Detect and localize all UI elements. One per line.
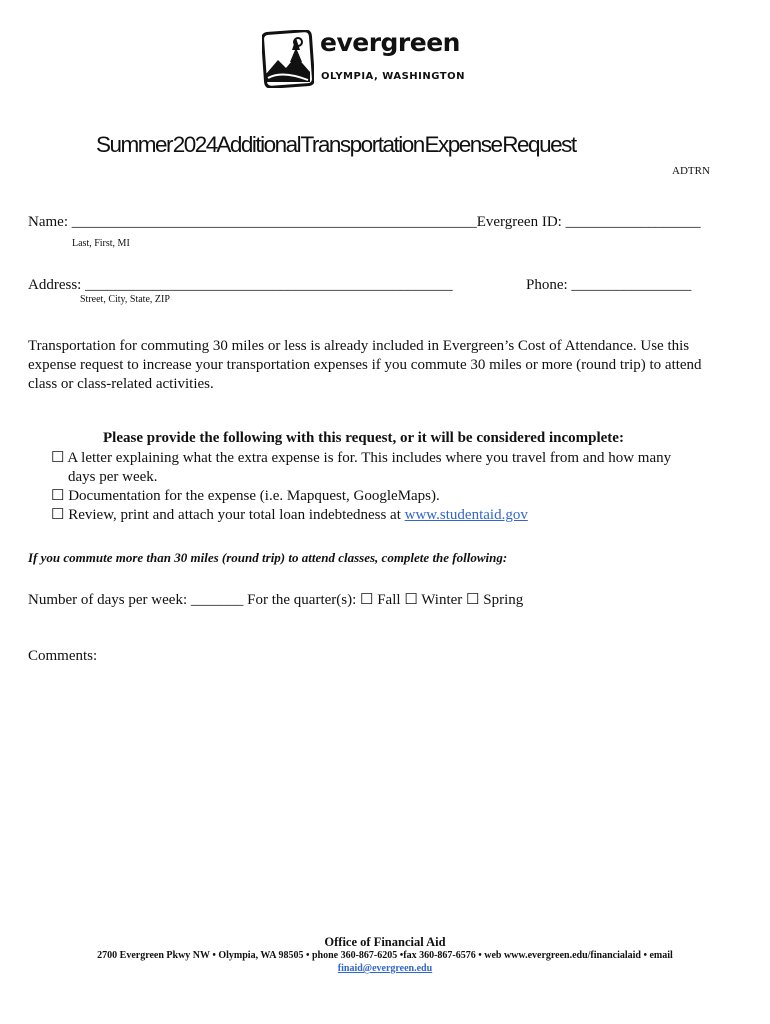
brand-name: evergreen xyxy=(320,28,460,57)
spring-label: Spring xyxy=(483,592,524,608)
requirement-text: A letter explaining what the extra expense is for. This includes where you travel from and how many xyxy=(67,450,672,466)
footer-office: Office of Financial Aid xyxy=(324,935,446,949)
intro-paragraph: Transportation for commuting 30 miles or less is already included in Evergreen’s Cost of Attendance. Use this expense request to increase your transportation expenses if you commute 30 miles or more (round trip) to attend class or class-related activities. xyxy=(28,338,702,392)
winter-checkbox[interactable] xyxy=(404,592,462,608)
name-hint: Last, First, MI xyxy=(72,238,130,249)
days-label: Number of days per week: xyxy=(28,592,191,608)
evergreen-logo xyxy=(262,30,474,90)
requirements-heading: Please provide the following with this request, or it will be considered incomplete: xyxy=(103,430,624,446)
days-input-line[interactable]: _______ xyxy=(190,592,244,608)
checkbox-icon[interactable]: ☐ xyxy=(466,592,480,608)
evergreen-id-label: Evergreen ID: xyxy=(476,214,566,230)
requirement-text: Documentation for the expense (i.e. Mapquest, GoogleMaps). xyxy=(68,488,440,504)
name-label: Name: xyxy=(28,214,72,230)
page-title: Summer 2024 Additional Transportation Expense Request xyxy=(96,132,576,157)
checkbox-icon[interactable]: ☐ xyxy=(51,450,65,466)
comments-area[interactable] xyxy=(28,672,742,922)
email-link[interactable]: finaid@evergreen.edu xyxy=(337,963,433,974)
requirement-letter[interactable] xyxy=(51,449,671,468)
address-hint: Street, City, State, ZIP xyxy=(80,294,170,305)
checkbox-icon[interactable]: ☐ xyxy=(51,507,65,523)
brand-location: OLYMPIA, WASHINGTON xyxy=(321,71,465,82)
comments-label: Comments: xyxy=(28,648,98,664)
address-line[interactable]: _________________________________________________ xyxy=(85,277,453,293)
address-label: Address: xyxy=(28,277,86,293)
phone-label: Phone: xyxy=(526,277,572,293)
name-field[interactable] xyxy=(28,214,701,231)
requirement-text: Review, print and attach your total loan indebtedness at xyxy=(68,507,405,523)
quarter-label: For the quarter(s): xyxy=(243,592,361,608)
phone-field[interactable] xyxy=(526,277,691,294)
tree-mountain-icon xyxy=(262,30,314,88)
address-field[interactable] xyxy=(28,277,453,294)
requirement-loan[interactable] xyxy=(51,506,528,525)
footer-email xyxy=(0,963,770,974)
footer-address: 2700 Evergreen Pkwy NW • Olympia, WA 98505 • phone 360-867-6205 •fax 360-867-6576 • web www.evergreen.edu/financialaid • email xyxy=(97,950,673,961)
commute-heading: If you commute more than 30 miles (round trip) to attend classes, complete the following: xyxy=(28,550,508,565)
spring-checkbox[interactable] xyxy=(466,592,523,608)
phone-line[interactable]: ________________ xyxy=(571,277,692,293)
fall-checkbox[interactable] xyxy=(360,592,401,608)
winter-label: Winter xyxy=(421,592,463,608)
requirement-documentation[interactable] xyxy=(51,487,440,506)
checkbox-icon[interactable]: ☐ xyxy=(51,488,65,504)
fall-label: Fall xyxy=(377,592,401,608)
checkbox-icon[interactable]: ☐ xyxy=(404,592,418,608)
name-line[interactable]: ______________________________________________________ xyxy=(71,214,477,230)
studentaid-link[interactable]: www.studentaid.gov xyxy=(404,507,528,523)
checkbox-icon[interactable]: ☐ xyxy=(360,592,374,608)
commute-row xyxy=(28,590,523,609)
evergreen-id-line[interactable]: __________________ xyxy=(565,214,701,230)
requirement-letter-cont: days per week. xyxy=(68,469,158,485)
form-code: ADTRN xyxy=(672,165,710,177)
